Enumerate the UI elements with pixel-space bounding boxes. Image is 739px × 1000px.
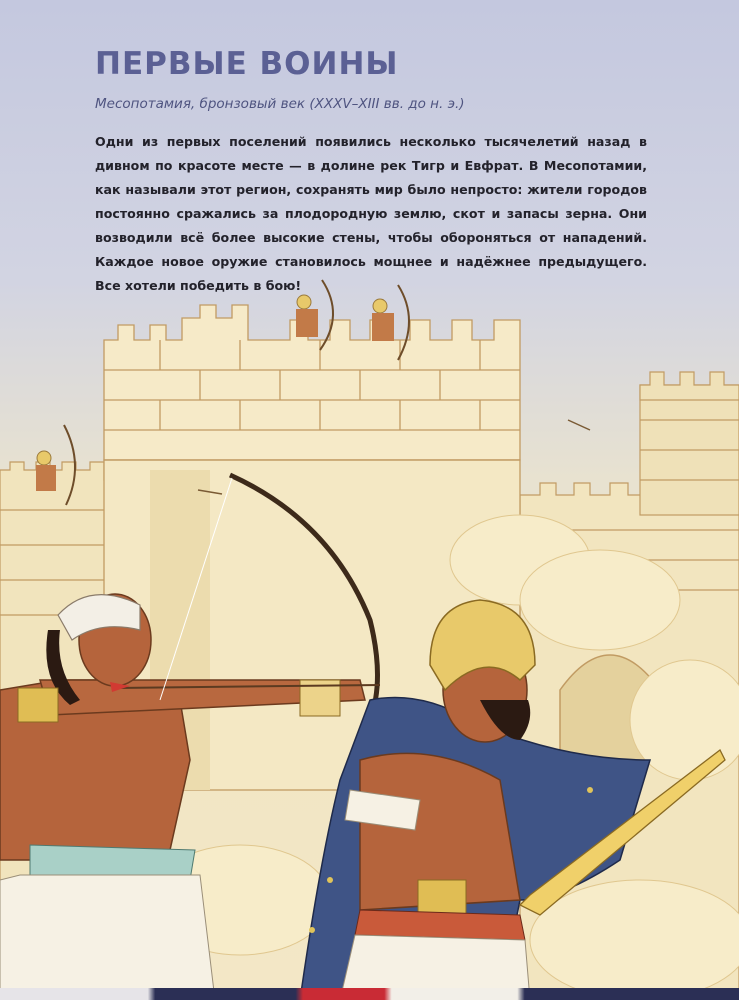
page-title: ПЕРВЫЕ ВОИНЫ [95, 46, 399, 82]
next-page-edge [0, 988, 739, 1000]
page-subtitle: Месопотамия, бронзовый век (XXXV–XIII вв. до н. э.) [95, 96, 465, 112]
intro-paragraph: Одни из первых поселений появились несколько тысячелетий назад в дивном по красоте месте — в долине рек Тигр и Евфрат. В Месопотамии, как называли этот регион, сохранять мир было непросто: жители городов постоянно сражались за плодородную землю, скот и запасы зерна. Они возводили всё более высокие стены, чтобы обороняться от нападений. Каждое новое оружие становилось мощнее и надёжнее предыдущего. Все хотели победить в бою! [95, 134, 647, 293]
